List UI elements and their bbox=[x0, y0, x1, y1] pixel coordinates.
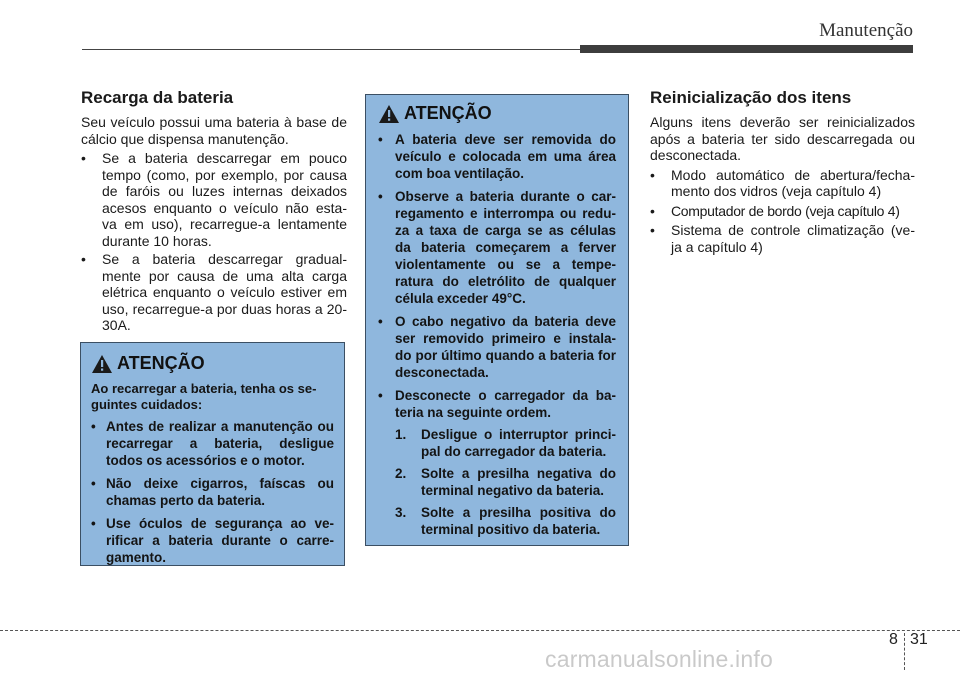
step-item bbox=[395, 465, 616, 499]
warning-header bbox=[378, 103, 616, 124]
warning-title: ATENÇÃO bbox=[404, 103, 492, 123]
step-text: Solte a presilha positiva do terminal positivo da bateria. bbox=[421, 505, 616, 537]
warning-title: ATENÇÃO bbox=[117, 353, 205, 373]
list-item-text: O cabo negativo da bateria deve ser removido primeiro e instala- do por último quando a bateria for desconectada. bbox=[395, 314, 616, 380]
step-text: Desligue o interruptor princi- pal do carregador da bateria. bbox=[421, 427, 616, 459]
reset-items-intro: Alguns itens deverão ser reinicializados após a bateria ter sido descarregada ou desconectada. bbox=[650, 114, 915, 163]
reset-items-section bbox=[650, 88, 915, 258]
header-rule-thin bbox=[82, 49, 582, 50]
bullet-marker: • bbox=[378, 314, 383, 329]
step-item bbox=[395, 426, 616, 460]
footer-rule bbox=[0, 630, 960, 631]
list-item bbox=[81, 150, 347, 249]
step-number: 2. bbox=[395, 466, 407, 481]
bullet-marker: • bbox=[650, 202, 655, 219]
bullet-marker: • bbox=[378, 189, 383, 204]
step-text: Solte a presilha negativa do terminal negativo da bateria. bbox=[421, 466, 616, 498]
list-item-text: A bateria deve ser removida do veículo e colocada em uma área com boa ventilação. bbox=[395, 132, 616, 181]
list-item bbox=[81, 251, 347, 334]
list-item-text: Não deixe cigarros, faíscas ou chamas perto da bateria. bbox=[106, 476, 334, 508]
list-item-text: Use óculos de segurança ao ve- rificar a bateria durante o carre- gamento. bbox=[106, 516, 334, 565]
warning-header bbox=[91, 353, 334, 374]
list-item-text: Computador de bordo (veja capítulo 4) bbox=[671, 202, 900, 219]
list-item-text: Se a bateria descarregar em pouco tempo (como, por exemplo, por causa de faróis ou luzes internas deixados acesos enquanto o veículo não esta- va em uso), recarregue-a lentamente durante 10 horas. bbox=[102, 150, 347, 249]
list-item-text: Antes de realizar a manutenção ou recarregar a bateria, desligue todos os acessórios e o motor. bbox=[106, 419, 334, 468]
bullet-marker: • bbox=[91, 516, 96, 531]
page-header-title: Manutenção bbox=[819, 20, 913, 41]
header-rule-thick bbox=[580, 45, 913, 53]
list-item bbox=[91, 515, 334, 566]
list-item bbox=[650, 222, 915, 255]
bullet-marker: • bbox=[81, 251, 86, 267]
warning-list bbox=[378, 131, 616, 538]
section-heading-battery-recharge: Recarga da bateria bbox=[81, 88, 234, 107]
list-item bbox=[378, 313, 616, 381]
list-item-text: Observe a bateria durante o car- regamento e interrompa ou redu- za a taxa de carga se as células da bateria começarem a ferver violentamente ou se a tempe- ratura do eletrólito de qualquer célula exceder 49°C. bbox=[395, 189, 616, 306]
disconnect-steps bbox=[395, 426, 616, 538]
list-item bbox=[378, 387, 616, 538]
page-number-separator bbox=[904, 633, 905, 670]
list-item-text: Desconecte o carregador da ba- teria na seguinte ordem. bbox=[395, 388, 616, 420]
page-number: 31 bbox=[910, 631, 928, 648]
list-item bbox=[91, 475, 334, 509]
battery-recharge-list bbox=[81, 150, 347, 334]
list-item bbox=[650, 203, 915, 220]
list-item-text: Sistema de controle climatização (ve- ja a capítulo 4) bbox=[671, 222, 915, 255]
list-item bbox=[378, 188, 616, 307]
step-item bbox=[395, 504, 616, 538]
watermark: carmanualsonline.info bbox=[545, 646, 773, 672]
warning-intro: Ao recarregar a bateria, tenha os se- guintes cuidados: bbox=[91, 381, 317, 412]
list-item bbox=[650, 167, 915, 200]
warning-box-removal bbox=[365, 94, 629, 546]
bullet-marker: • bbox=[378, 388, 383, 403]
bullet-marker: • bbox=[378, 132, 383, 147]
section-heading-reset-items: Reinicialização dos itens bbox=[650, 88, 852, 107]
bullet-marker: • bbox=[650, 166, 655, 183]
step-number: 3. bbox=[395, 505, 407, 520]
bullet-marker: • bbox=[91, 419, 96, 434]
warning-list bbox=[91, 418, 334, 566]
list-item-text: Modo automático de abertura/fecha- mento dos vidros (veja capítulo 4) bbox=[671, 166, 915, 199]
step-number: 1. bbox=[395, 427, 407, 442]
list-item bbox=[378, 131, 616, 182]
list-item-text: Se a bateria descarregar gradual- mente por causa de uma alta carga elétrica enquanto o veículo estiver em uso, recarregue-a por duas horas a 20-30A. bbox=[102, 251, 347, 333]
section-number: 8 bbox=[889, 631, 898, 648]
list-item bbox=[91, 418, 334, 469]
bullet-marker: • bbox=[81, 150, 86, 166]
bullet-marker: • bbox=[91, 476, 96, 491]
warning-triangle-icon bbox=[91, 354, 113, 374]
reset-items-list bbox=[650, 167, 915, 256]
warning-box-recharge bbox=[80, 342, 345, 566]
warning-triangle-icon bbox=[378, 104, 400, 124]
battery-recharge-section bbox=[81, 88, 347, 336]
bullet-marker: • bbox=[650, 222, 655, 238]
battery-recharge-intro: Seu veículo possui uma bateria à base de cálcio que dispensa manutenção. bbox=[81, 114, 347, 147]
